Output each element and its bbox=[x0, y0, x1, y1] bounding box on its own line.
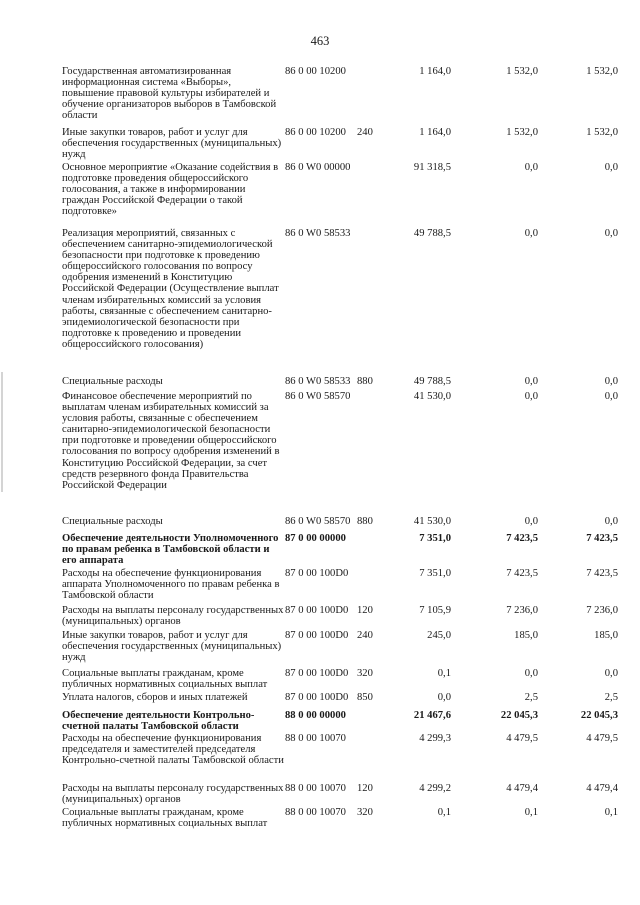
row-amount-year-3: 22 045,3 bbox=[580, 710, 618, 721]
row-code: 86 0 00 10200 bbox=[285, 66, 346, 77]
row-amount-year-1: 0,1 bbox=[437, 668, 451, 679]
row-amount-year-3: 7 423,5 bbox=[586, 533, 618, 544]
row-amount-year-2: 7 423,5 bbox=[506, 533, 538, 544]
row-name: Расходы на обеспечение функционирования председателя и заместителей председателя Контрольно-счетной палаты Тамбовской области bbox=[62, 733, 284, 767]
row-amount-year-2: 0,0 bbox=[524, 668, 538, 679]
row-amount-year-1: 4 299,2 bbox=[419, 783, 451, 794]
row-expense-type: 240 bbox=[357, 127, 373, 138]
row-code: 86 0 00 10200 bbox=[285, 127, 346, 138]
row-name: Уплата налогов, сборов и иных платежей bbox=[62, 692, 248, 703]
row-code: 86 0 W0 58570 bbox=[285, 391, 351, 402]
row-code: 86 0 W0 58533 bbox=[285, 228, 351, 239]
row-amount-year-3: 7 236,0 bbox=[586, 605, 618, 616]
row-amount-year-1: 49 788,5 bbox=[413, 228, 451, 239]
row-amount-year-3: 0,0 bbox=[604, 391, 618, 402]
row-amount-year-1: 49 788,5 bbox=[413, 376, 451, 387]
row-code: 86 0 W0 58533 bbox=[285, 376, 351, 387]
row-name: Иные закупки товаров, работ и услуг для обеспечения государственных (муниципальных) нужд bbox=[62, 630, 282, 664]
row-amount-year-1: 41 530,0 bbox=[413, 516, 451, 527]
row-amount-year-3: 0,0 bbox=[604, 516, 618, 527]
row-amount-year-1: 7 351,0 bbox=[419, 533, 451, 544]
row-amount-year-2: 2,5 bbox=[524, 692, 538, 703]
row-amount-year-3: 1 532,0 bbox=[586, 66, 618, 77]
row-code: 86 0 W0 58570 bbox=[285, 516, 351, 527]
row-name: Расходы на выплаты персоналу государственных (муниципальных) органов bbox=[62, 783, 284, 806]
scan-edge-mark bbox=[1, 372, 3, 492]
row-amount-year-1: 7 105,9 bbox=[419, 605, 451, 616]
row-expense-type: 240 bbox=[357, 630, 373, 641]
row-amount-year-3: 2,5 bbox=[604, 692, 618, 703]
row-code: 87 0 00 100D0 bbox=[285, 668, 349, 679]
row-code: 88 0 00 10070 bbox=[285, 807, 346, 818]
row-amount-year-2: 185,0 bbox=[514, 630, 538, 641]
row-amount-year-1: 91 318,5 bbox=[413, 162, 451, 173]
row-amount-year-1: 41 530,0 bbox=[413, 391, 451, 402]
row-amount-year-3: 0,0 bbox=[604, 376, 618, 387]
row-amount-year-2: 4 479,4 bbox=[506, 783, 538, 794]
row-name: Социальные выплаты гражданам, кроме публичных нормативных социальных выплат bbox=[62, 668, 268, 691]
row-name: Социальные выплаты гражданам, кроме публичных нормативных социальных выплат bbox=[62, 807, 268, 830]
row-amount-year-2: 1 532,0 bbox=[506, 66, 538, 77]
row-code: 87 0 00 100D0 bbox=[285, 630, 349, 641]
row-amount-year-3: 4 479,4 bbox=[586, 783, 618, 794]
row-name: Расходы на выплаты персоналу государственных (муниципальных) органов bbox=[62, 605, 284, 628]
row-amount-year-2: 0,0 bbox=[524, 376, 538, 387]
row-amount-year-3: 0,0 bbox=[604, 668, 618, 679]
row-amount-year-2: 7 423,5 bbox=[506, 568, 538, 579]
row-name: Основное мероприятие «Оказание содействия в подготовке проведения общероссийского голосования, а также в информировании граждан Российской Федерации о такой подготовке» bbox=[62, 162, 279, 218]
row-amount-year-3: 0,0 bbox=[604, 162, 618, 173]
row-amount-year-3: 185,0 bbox=[594, 630, 618, 641]
row-amount-year-2: 22 045,3 bbox=[500, 710, 538, 721]
row-name: Расходы на обеспечение функционирования аппарата Уполномоченного по правам ребенка в Тамбовской области bbox=[62, 568, 280, 602]
row-expense-type: 320 bbox=[357, 807, 373, 818]
row-name: Обеспечение деятельности Контрольно-счетной палаты Тамбовской области bbox=[62, 710, 255, 733]
row-amount-year-1: 4 299,3 bbox=[419, 733, 451, 744]
row-expense-type: 880 bbox=[357, 376, 373, 387]
row-amount-year-1: 245,0 bbox=[427, 630, 451, 641]
row-expense-type: 120 bbox=[357, 783, 373, 794]
row-name: Специальные расходы bbox=[62, 376, 163, 387]
row-amount-year-3: 1 532,0 bbox=[586, 127, 618, 138]
page-number: 463 bbox=[310, 34, 330, 48]
row-code: 87 0 00 100D0 bbox=[285, 692, 349, 703]
row-code: 87 0 00 100D0 bbox=[285, 568, 349, 579]
row-expense-type: 320 bbox=[357, 668, 373, 679]
row-name: Иные закупки товаров, работ и услуг для обеспечения государственных (муниципальных) нужд bbox=[62, 127, 282, 161]
row-name: Специальные расходы bbox=[62, 516, 163, 527]
row-amount-year-2: 7 236,0 bbox=[506, 605, 538, 616]
row-amount-year-2: 4 479,5 bbox=[506, 733, 538, 744]
row-amount-year-3: 4 479,5 bbox=[586, 733, 618, 744]
row-expense-type: 120 bbox=[357, 605, 373, 616]
row-expense-type: 850 bbox=[357, 692, 373, 703]
row-amount-year-1: 7 351,0 bbox=[419, 568, 451, 579]
row-amount-year-2: 0,0 bbox=[524, 391, 538, 402]
row-amount-year-1: 0,1 bbox=[437, 807, 451, 818]
row-amount-year-3: 7 423,5 bbox=[586, 568, 618, 579]
row-amount-year-2: 0,0 bbox=[524, 228, 538, 239]
row-code: 86 0 W0 00000 bbox=[285, 162, 351, 173]
row-name: Государственная автоматизированная информационная система «Выборы», повышение правовой культуры избирателей и обучение организаторов выборов в Тамбовской области bbox=[62, 66, 277, 122]
row-code: 87 0 00 100D0 bbox=[285, 605, 349, 616]
row-name: Реализация мероприятий, связанных с обеспечением санитарно-эпидемиологической безопасности при подготовке к проведению общероссийского голосования по вопросу одобрения изменений в Конституцию Российской Федерации (Осуществление выплат членам избирательных комиссий за условия работы, связанные с обеспечением санитарно-эпидемиологической безопасности при подготовке к проведению и проведении общероссийского голосования) bbox=[62, 228, 279, 350]
row-code: 87 0 00 00000 bbox=[285, 533, 346, 544]
row-name: Финансовое обеспечение мероприятий по выплатам членам избирательных комиссий за условия работы, связанные с обеспечением санитарно-эпидемиологической безопасности при подготовке и проведении общероссийского голосования по вопросу одобрения изменений в Конституцию Российской Федерации, за счет средств резервного фонда Правительства Российской Федерации bbox=[62, 391, 280, 491]
row-code: 88 0 00 10070 bbox=[285, 733, 346, 744]
row-name: Обеспечение деятельности Уполномоченного по правам ребенка в Тамбовской области и его аппарата bbox=[62, 533, 279, 567]
row-amount-year-1: 1 164,0 bbox=[419, 66, 451, 77]
row-expense-type: 880 bbox=[357, 516, 373, 527]
row-amount-year-2: 0,1 bbox=[524, 807, 538, 818]
row-amount-year-2: 0,0 bbox=[524, 516, 538, 527]
row-amount-year-1: 0,0 bbox=[437, 692, 451, 703]
row-code: 88 0 00 10070 bbox=[285, 783, 346, 794]
row-amount-year-2: 1 532,0 bbox=[506, 127, 538, 138]
row-code: 88 0 00 00000 bbox=[285, 710, 346, 721]
row-amount-year-3: 0,1 bbox=[604, 807, 618, 818]
row-amount-year-2: 0,0 bbox=[524, 162, 538, 173]
row-amount-year-1: 21 467,6 bbox=[413, 710, 451, 721]
row-amount-year-3: 0,0 bbox=[604, 228, 618, 239]
row-amount-year-1: 1 164,0 bbox=[419, 127, 451, 138]
